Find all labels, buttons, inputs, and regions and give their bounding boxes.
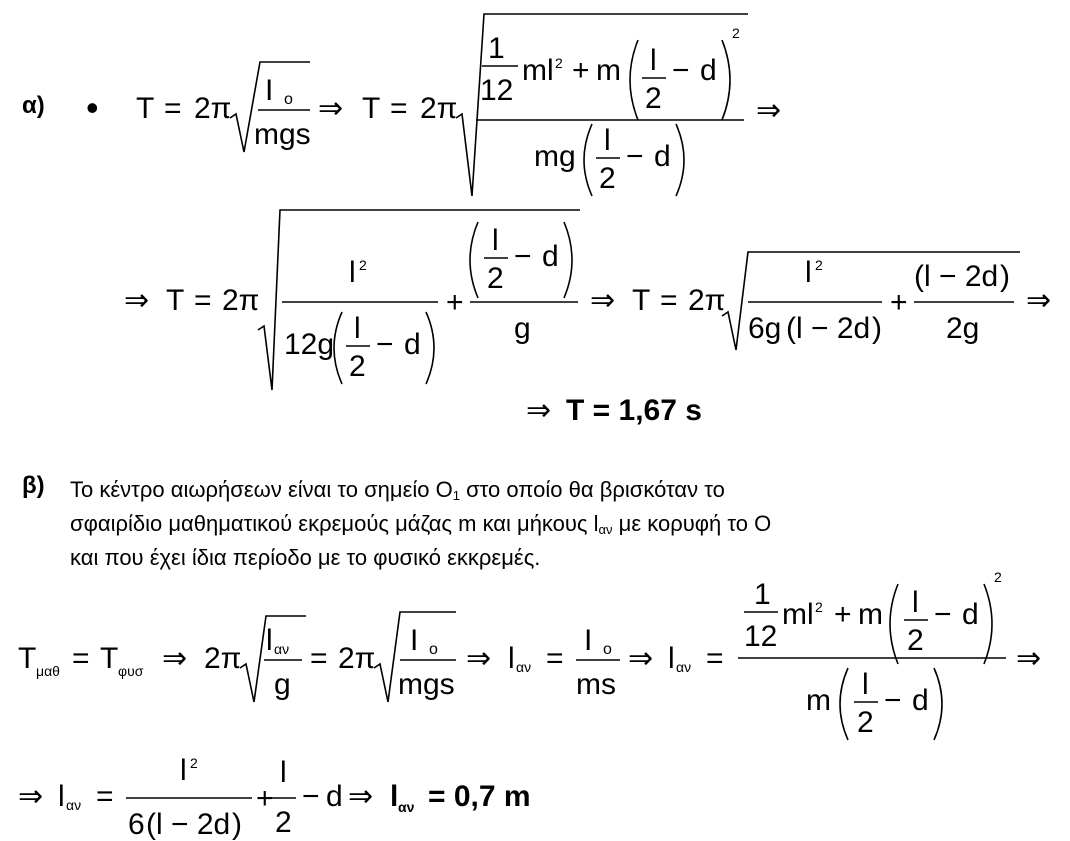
eq2-plus-2: + [890,286,908,319]
result-T [526,394,702,427]
eq2-sqrt-radical [258,210,580,390]
eq3-l: l [912,586,919,619]
eq2-paren-right-1 [426,312,434,384]
eq1-minus: − [672,54,690,87]
eq3-ms: ms [576,668,616,701]
eq2-lp-1: ( [786,312,796,345]
eq1-den-minus: − [626,140,644,173]
eq3-T-math-sub: μαθ [36,663,60,679]
eq3-equals-3: = [546,642,564,675]
eq4-minus: − [302,780,320,813]
eq4-l-sq: 2 [190,755,198,771]
eq3-l-an-1-sub: αν [274,641,290,657]
eq2-implies-3: ⇒ [1026,284,1052,317]
text-line-1-post: στο οποίο θα βρισκόταν το [459,477,725,502]
part-b-label: β) [22,472,45,499]
eq3-I: I [410,624,419,657]
eq4-l-minus-2d: l − 2d [156,808,231,841]
equation-4 [18,754,531,841]
eq3-l-an-3-sub: αν [676,659,692,675]
eq3-twelve: 12 [744,620,778,653]
eq2-d-1: d [404,328,421,361]
eq2-two-pi-2: 2π [688,284,726,317]
eq2-l-minus-2d-1: l − 2d [796,312,871,345]
eq1-l: l [650,44,657,77]
eq2-l-minus-2d-2: l − 2d [924,260,999,293]
eq4-l-an: l [58,780,65,813]
eq1-one: 1 [488,32,505,65]
eq3-T-math: T [18,642,37,675]
eq1-mgs: mgs [254,118,311,151]
eq3-den-l: l [862,668,869,701]
eq3-g: g [274,668,291,701]
eq2-two-g: 2g [946,312,980,345]
eq3-l-an-2: l [508,642,515,675]
eq3-two-pi-2: 2π [338,642,376,675]
result-T-implies: ⇒ [526,394,552,427]
eq3-equals-1: = [72,642,90,675]
eq3-den-paren-right [934,668,942,740]
eq2-paren-left-1 [334,312,342,384]
eq1-two-pi-2: 2π [420,92,458,125]
equation-2 [124,210,1051,390]
eq4-equals: = [96,780,114,813]
eq2-implies-2: ⇒ [590,284,616,317]
eq1-mg: mg [534,140,576,173]
text-line-2-sub: αν [598,522,613,537]
eq2-minus-1: − [376,328,394,361]
eq4-implies-1: ⇒ [18,780,44,813]
equation-3 [18,569,1041,740]
result-l-an-value: = 0,7 m [428,780,531,813]
eq3-paren-left [890,584,898,664]
eq2-T2: T [632,284,651,317]
equation-1 [86,14,781,196]
eq3-implies-1: ⇒ [162,642,188,675]
text-line-2-post: με κορυφή το O [612,511,772,536]
eq1-equals: = [164,92,182,125]
eq2-lp-2: ( [914,260,924,293]
eq4-six: 6 [128,808,145,841]
eq1-den-d: d [654,140,671,173]
text-line-1-pre: Το κέντρο αιωρήσεων είναι το σημείο O [70,477,453,502]
eq3-equals-4: = [706,642,724,675]
eq3-implies-3: ⇒ [628,642,654,675]
eq3-d: d [962,598,979,631]
eq1-T2: T [362,92,381,125]
result-T-value: T = 1,67 s [566,394,702,427]
eq2-implies-1: ⇒ [124,284,150,317]
eq1-den-paren-left [584,124,592,196]
eq1-paren-right [722,40,730,120]
eq3-T-phys: T [100,642,119,675]
eq2-l-inner: l [354,312,361,345]
eq3-den-two: 2 [857,706,874,739]
eq2-six-g: 6g [748,312,782,345]
eq2-l-sq: 2 [359,257,367,273]
eq1-plus: + [572,54,590,87]
eq3-mgs: mgs [398,668,455,701]
eq3-l-an-2-sub: αν [516,659,532,675]
eq3-I-2-sub: o [603,641,612,658]
eq2-l-2: l [805,256,812,289]
eq1-den-paren-right [676,124,684,196]
eq2-g: g [514,312,531,345]
eq4-lp: ( [146,808,156,841]
eq2-twelve-g: 12g [284,328,335,361]
eq3-l-an-3: l [668,642,675,675]
eq4-d: d [326,780,343,813]
text-line-1-sub: 1 [452,488,460,503]
eq2-rp-1: ) [872,312,882,345]
eq2-equals: = [194,284,212,317]
eq2-plus: + [446,286,464,319]
eq2-equals-2: = [660,284,678,317]
eq3-m: m [858,598,883,631]
eq3-equals-2: = [310,642,328,675]
text-line-2-pre: σφαιρίδιο μαθηματικού εκρεμούς μάζας m και μήκους l [70,511,599,536]
eq1-ml: ml [522,54,554,87]
eq3-I-sub: o [429,641,438,658]
eq2-T: T [166,284,185,317]
eq1-two: 2 [645,82,662,115]
eq1-twelve: 12 [480,74,514,107]
result-l-an-prefix: l [390,780,399,813]
eq2-minus-2: − [514,240,532,273]
eq4-two: 2 [275,806,292,839]
part-a-label: α) [22,92,45,119]
eq1-paren-left [630,40,638,120]
eq3-den-d: d [912,684,929,717]
eq2-paren-right-2 [564,222,572,298]
eq1-two-pi: 2π [194,92,232,125]
eq2-d-2: d [542,240,559,273]
eq1-ml-sq: 2 [555,55,563,71]
eq1-d: d [700,54,717,87]
bullet: • [86,87,99,128]
eq4-plus: + [256,782,274,815]
eq1-m: m [596,54,621,87]
eq2-paren-left-2 [470,222,478,298]
eq3-two-pi-1: 2π [204,642,242,675]
text-line-3: και που έχει ίδια περίοδο με το φυσικό εκκρεμές. [70,545,541,570]
eq2-l-2-sq: 2 [815,257,823,273]
eq3-plus: + [834,598,852,631]
eq1-implies-1: ⇒ [318,92,344,125]
result-l-an-sub: αν [398,799,415,815]
eq2-two-pi: 2π [222,284,260,317]
eq4-l-2: l [280,756,287,789]
eq3-minus: − [934,598,952,631]
eq2-l-inner-2: l [492,224,499,257]
eq2-two-inner-2: 2 [487,262,504,295]
eq3-ml: ml [782,598,814,631]
eq1-equals-2: = [390,92,408,125]
eq2-rp-2: ) [1000,260,1010,293]
eq3-implies-2: ⇒ [466,642,492,675]
eq3-l-an-1: l [266,624,273,657]
eq3-den-paren-left [840,668,848,740]
eq1-T: T [136,92,155,125]
eq1-squared: 2 [732,25,740,41]
eq3-ml-sq: 2 [815,599,823,615]
eq2-two-inner: 2 [349,350,366,383]
eq3-sqrt-radical-1 [240,616,306,702]
eq3-two: 2 [907,624,924,657]
eq1-den-two: 2 [599,162,616,195]
eq2-l: l [349,256,356,289]
eq1-I-sub: o [284,91,293,108]
eq4-l: l [180,754,187,787]
eq1-I: I [265,74,274,107]
eq3-den-m: m [806,684,831,717]
eq3-implies-4: ⇒ [1016,642,1042,675]
eq1-implies-2: ⇒ [756,94,782,127]
eq3-T-phys-sub: φυσ [118,663,144,679]
eq3-I-2: I [584,624,593,657]
eq1-den-l: l [604,124,611,157]
eq4-rp: ) [232,808,242,841]
eq3-one: 1 [754,578,771,611]
eq3-den-minus: − [884,684,902,717]
eq4-l-an-sub: αν [66,797,82,813]
eq3-squared: 2 [994,569,1002,585]
eq3-paren-right [984,584,992,664]
eq4-implies-2: ⇒ [348,780,374,813]
